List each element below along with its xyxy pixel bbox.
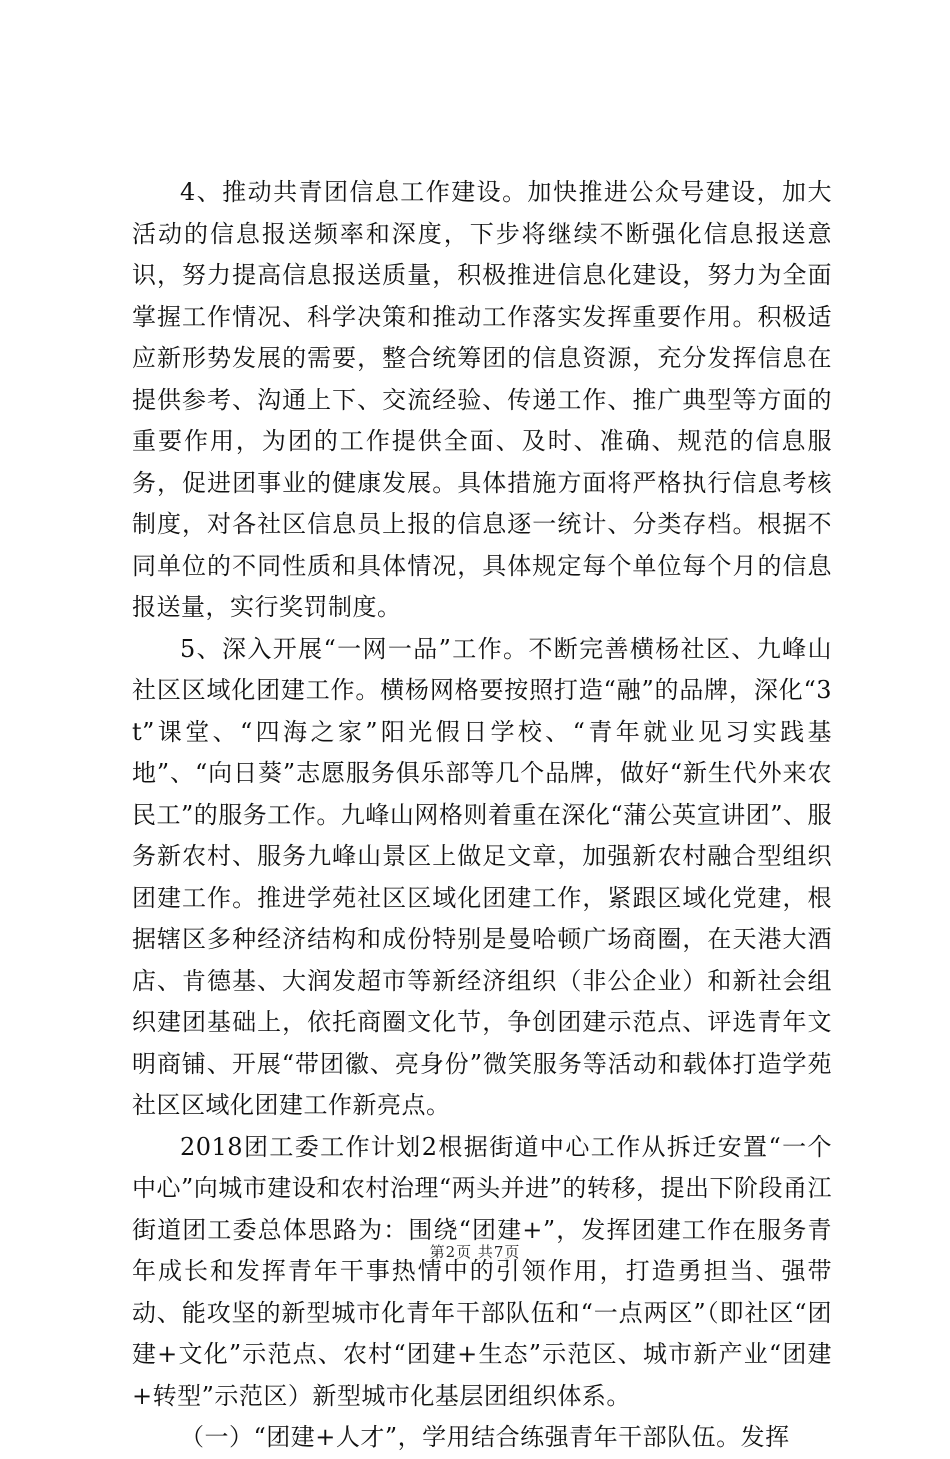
page-number-footer: 第2页 共7页	[429, 1243, 521, 1261]
paragraph-one-net-one-brand: 5、深入开展“一网一品”工作。不断完善横杨社区、九峰山社区区域化团建工作。横杨网格要按照打造“融”的品牌，深化“3t”课堂、“四海之家”阳光假日学校、“青年就业见习实践基地”、“向日葵”志愿服务俱乐部等几个品牌，做好“新生代外来农民工”的服务工作。九峰山网格则着重在深化“蒲公英宣讲团”、服务新农村、服务九峰山景区上做足文章，加强新农村融合型组织团建工作。推进学苑社区区域化团建工作，紧跟区域化党建，根据辖区多种经济结构和成份特别是曼哈顿广场商圈，在天港大酒店、肯德基、大润发超市等新经济组织（非公企业）和新社会组织建团基础上，依托商圈文化节，争创团建示范点、评选青年文明商铺、开展“带团徽、亮身份”微笑服务等活动和载体打造学苑社区区域化团建工作新亮点。	[132, 634, 832, 1119]
paragraph-work-plan-overview: 2018团工委工作计划2根据街道中心工作从拆迁安置“一个中心”向城市建设和农村治理“两头并进”的转移，提出下阶段甬江街道团工委总体思路为：围绕“团建+”，发挥团建工作在服务青年成长和发挥青年干事热情中的引领作用，打造勇担当、强带动、能攻坚的新型城市化青年干部队伍和“一点两区”（即社区“团建+文化”示范点、农村“团建+生态”示范区、城市新产业“团建+转型”示范区）新型城市化基层团组织体系。	[132, 1132, 832, 1410]
paragraph-info-work: 4、推动共青团信息工作建设。加快推进公众号建设，加大活动的信息报送频率和深度，下步将继续不断强化信息报送意识，努力提高信息报送质量，积极推进信息化建设，努力为全面掌握工作情况、科学决策和推动工作落实发挥重要作用。积极适应新形势发展的需要，整合统筹团的信息资源，充分发挥信息在提供参考、沟通上下、交流经验、传递工作、推广典型等方面的重要作用，为团的工作提供全面、及时、准确、规范的信息服务，促进团事业的健康发展。具体措施方面将严格执行信息考核制度，对各社区信息员上报的信息逐一统计、分类存档。根据不同单位的不同性质和具体情况，具体规定每个单位每个月的信息报送量，实行奖罚制度。	[132, 178, 832, 621]
document-body	[132, 172, 832, 1459]
paragraph-talent-section: （一）“团建+人才”，学用结合练强青年干部队伍。发挥	[180, 1423, 790, 1451]
